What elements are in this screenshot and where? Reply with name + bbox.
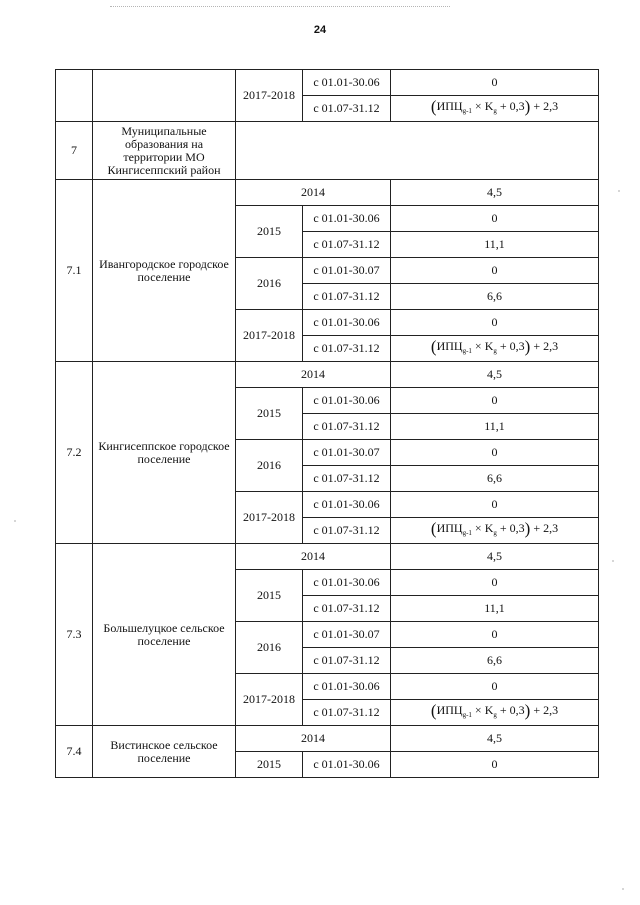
range-cell: с 01.07-31.12 bbox=[303, 336, 391, 362]
year-cell: 2014 bbox=[236, 726, 391, 752]
value-cell: 0 bbox=[391, 622, 599, 648]
year-cell: 2017-2018 bbox=[236, 674, 303, 726]
range-cell: с 01.07-31.12 bbox=[303, 596, 391, 622]
year-cell: 2015 bbox=[236, 570, 303, 622]
range-cell: с 01.01-30.07 bbox=[303, 622, 391, 648]
section-number-cell: 7 bbox=[56, 122, 93, 180]
row-name-cell: Большелуцкое сельское поселение bbox=[93, 544, 236, 726]
scan-artifact-line bbox=[110, 6, 450, 7]
formula-cell: $(ИПЦ_{g-1} \times K_g + 0,3) + 2,3$ bbox=[391, 518, 599, 544]
range-cell: с 01.01-30.07 bbox=[303, 440, 391, 466]
tariff-table bbox=[55, 69, 599, 778]
year-cell: 2017-2018 bbox=[236, 310, 303, 362]
row-name-cell: Кингисеппское городское поселение bbox=[93, 362, 236, 544]
row-name-cell: Ивангородское городское поселение bbox=[93, 180, 236, 362]
value-cell: 0 bbox=[391, 258, 599, 284]
year-cell: 2015 bbox=[236, 752, 303, 778]
range-cell: с 01.07-31.12 bbox=[303, 648, 391, 674]
range-cell: с 01.01-30.06 bbox=[303, 752, 391, 778]
range-cell: с 01.07-31.12 bbox=[303, 700, 391, 726]
year-cell: 2014 bbox=[236, 180, 391, 206]
value-cell: 0 bbox=[391, 388, 599, 414]
year-cell: 2015 bbox=[236, 388, 303, 440]
value-cell: 0 bbox=[391, 674, 599, 700]
year-cell: 2017-2018 bbox=[236, 492, 303, 544]
value-cell: 0 bbox=[391, 206, 599, 232]
settlement-block bbox=[56, 180, 599, 362]
table-row bbox=[56, 70, 599, 96]
value-cell: 4,5 bbox=[391, 544, 599, 570]
table-row bbox=[56, 122, 599, 180]
year-cell: 2016 bbox=[236, 258, 303, 310]
scan-speck bbox=[618, 190, 620, 192]
formula-cell: $(ИПЦ_{g-1} \times K_g + 0,3) + 2,3$ bbox=[391, 336, 599, 362]
row-number-cell: 7.2 bbox=[56, 362, 93, 544]
range-cell: с 01.07-31.12 bbox=[303, 232, 391, 258]
range-cell: с 01.01-30.06 bbox=[303, 70, 391, 96]
value-cell: 0 bbox=[391, 310, 599, 336]
range-cell: с 01.01-30.06 bbox=[303, 388, 391, 414]
value-cell: 11,1 bbox=[391, 596, 599, 622]
year-cell: 2014 bbox=[236, 362, 391, 388]
year-cell: 2016 bbox=[236, 622, 303, 674]
settlement-block bbox=[56, 544, 599, 726]
row-number-cell bbox=[56, 70, 93, 122]
scan-speck bbox=[14, 520, 16, 522]
range-cell: с 01.07-31.12 bbox=[303, 466, 391, 492]
section-name-cell: Муниципальные образования на территории МО Кингисеппский район bbox=[93, 122, 236, 180]
value-cell: 6,6 bbox=[391, 284, 599, 310]
scan-speck bbox=[622, 888, 624, 890]
formula-cell: $(ИПЦ_{g-1} \times K_g + 0,3) + 2,3$ bbox=[391, 700, 599, 726]
year-cell: 2016 bbox=[236, 440, 303, 492]
range-cell: с 01.01-30.06 bbox=[303, 492, 391, 518]
range-cell: с 01.01-30.06 bbox=[303, 674, 391, 700]
row-number-cell: 7.4 bbox=[56, 726, 93, 778]
period-cell: 2017-2018 bbox=[236, 70, 303, 122]
value-cell: 0 bbox=[391, 70, 599, 96]
row-name-cell bbox=[93, 70, 236, 122]
value-cell: 0 bbox=[391, 570, 599, 596]
value-cell: 6,6 bbox=[391, 648, 599, 674]
range-cell: с 01.07-31.12 bbox=[303, 414, 391, 440]
value-cell: 4,5 bbox=[391, 180, 599, 206]
value-cell: 11,1 bbox=[391, 414, 599, 440]
range-cell: с 01.01-30.06 bbox=[303, 310, 391, 336]
scan-speck bbox=[612, 560, 614, 562]
year-cell: 2014 bbox=[236, 544, 391, 570]
value-cell: 0 bbox=[391, 752, 599, 778]
value-cell: 4,5 bbox=[391, 726, 599, 752]
formula-cell: $(ИПЦ_{g-1} \times K_g + 0,3) + 2,3$ bbox=[391, 96, 599, 122]
settlement-block bbox=[56, 726, 599, 778]
value-cell: 0 bbox=[391, 440, 599, 466]
row-number-cell: 7.1 bbox=[56, 180, 93, 362]
value-cell: 11,1 bbox=[391, 232, 599, 258]
range-cell: с 01.07-31.12 bbox=[303, 518, 391, 544]
year-cell: 2015 bbox=[236, 206, 303, 258]
range-cell: с 01.01-30.06 bbox=[303, 206, 391, 232]
row-name-cell: Вистинское сельское поселение bbox=[93, 726, 236, 778]
value-cell: 6,6 bbox=[391, 466, 599, 492]
settlement-block bbox=[56, 362, 599, 544]
range-cell: с 01.01-30.06 bbox=[303, 570, 391, 596]
row-number-cell: 7.3 bbox=[56, 544, 93, 726]
empty-cell bbox=[236, 122, 599, 180]
range-cell: с 01.07-31.12 bbox=[303, 284, 391, 310]
value-cell: 4,5 bbox=[391, 362, 599, 388]
value-cell: 0 bbox=[391, 492, 599, 518]
range-cell: с 01.01-30.07 bbox=[303, 258, 391, 284]
page-number: 24 bbox=[313, 24, 327, 36]
range-cell: с 01.07-31.12 bbox=[303, 96, 391, 122]
